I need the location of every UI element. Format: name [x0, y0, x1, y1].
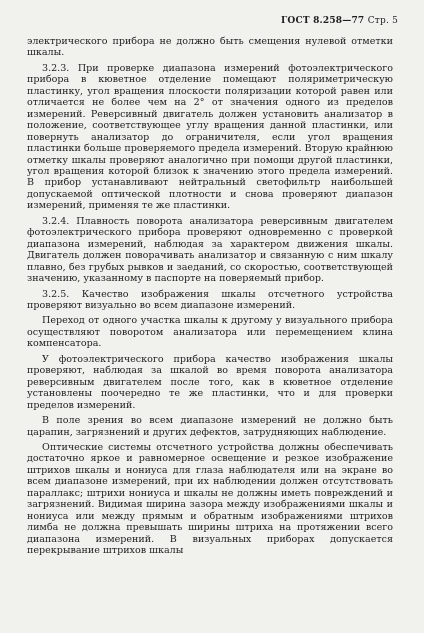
body-text: [27, 36, 393, 556]
paragraph-field-of-view: В поле зрения во всем диапазоне измерений не должно быть царапин, загрязнений и других дефектов, затрудняющих наблюдение.: [27, 415, 393, 438]
standard-number: ГОСТ 8.258—77: [281, 16, 365, 26]
page-header: [281, 16, 398, 26]
paragraph-3-2-4: 3.2.4. Плавность поворота анализатора реверсивным двигателем фотоэлектрического прибора проверяют одновременно с проверкой диапазона измерений, наблюдая за характером движения шкалы. Двигатель должен поворачивать анализатор и связанную с ним шкалу плавно, без грубых рывков и заеданий, со скоростью, соответствующей значению, указанному в паспорте на поверяемый прибор.: [27, 215, 393, 285]
paragraph-continuation: электрического прибора не должно быть смещения нулевой отметки шкалы.: [27, 36, 393, 59]
page-number: Стр. 5: [367, 16, 398, 26]
paragraph-3-2-5: 3.2.5. Качество изображения шкалы отсчетного устройства проверяют визуально во всем диапазоне измерений.: [27, 288, 393, 311]
paragraph-optical-systems: Оптические системы отсчетного устройства должны обеспечивать достаточно яркое и равномерное освещение и резкое изображение штрихов шкалы и нониуса для глаза наблюдателя или на экране во всем диапазоне измерений, при их наблюдении должен отсутствовать параллакс; штрихи нониуса и шкалы не должны иметь повреждений и загрязнений. Видимая ширина зазора между изображениями шкалы и нониуса или между прямым и обратным изображениями штрихов лимба не должна превышать ширины штриха на протяжении всего диапазона измерений. В визуальных приборах допускается перекрывание штрихов шкалы: [27, 441, 393, 557]
paragraph-photoelectric-quality: У фотоэлектрического прибора качество изображения шкалы проверяют, наблюдая за шкалой во время поворота анализатора реверсивным двигателем после того, как в кюветное отделение установлены поочередно те же пластинки, что и для проверки пределов измерений.: [27, 353, 393, 411]
paragraph-3-2-3: 3.2.3. При проверке диапазона измерений фотоэлектрического прибора в кюветное отделение помещают поляриметрическую пластинку, угол вращения плоскости поляризации которой равен или отличается не более чем на 2° от значения одного из пределов измерений. Реверсивный двигатель должен установить анализатор в положение, соответствующее углу вращения данной пластинки, или повернуть анализатор до ограничителя, если угол вращения пластинки больше проверяемого предела измерений. Вторую крайнюю отметку шкалы проверяют аналогично при помощи другой пластинки, угол вращения которой близок к значению этого предела измерений. В прибор устанавливают нейтральный светофильтр наибольшей допускаемой оптической плотности и снова проверяют диапазон измерений, применяя те же пластинки.: [27, 62, 393, 212]
paragraph-scale-transition: Переход от одного участка шкалы к другому у визуального прибора осуществляют поворотом анализатора или перемещением клина компенсатора.: [27, 315, 393, 350]
